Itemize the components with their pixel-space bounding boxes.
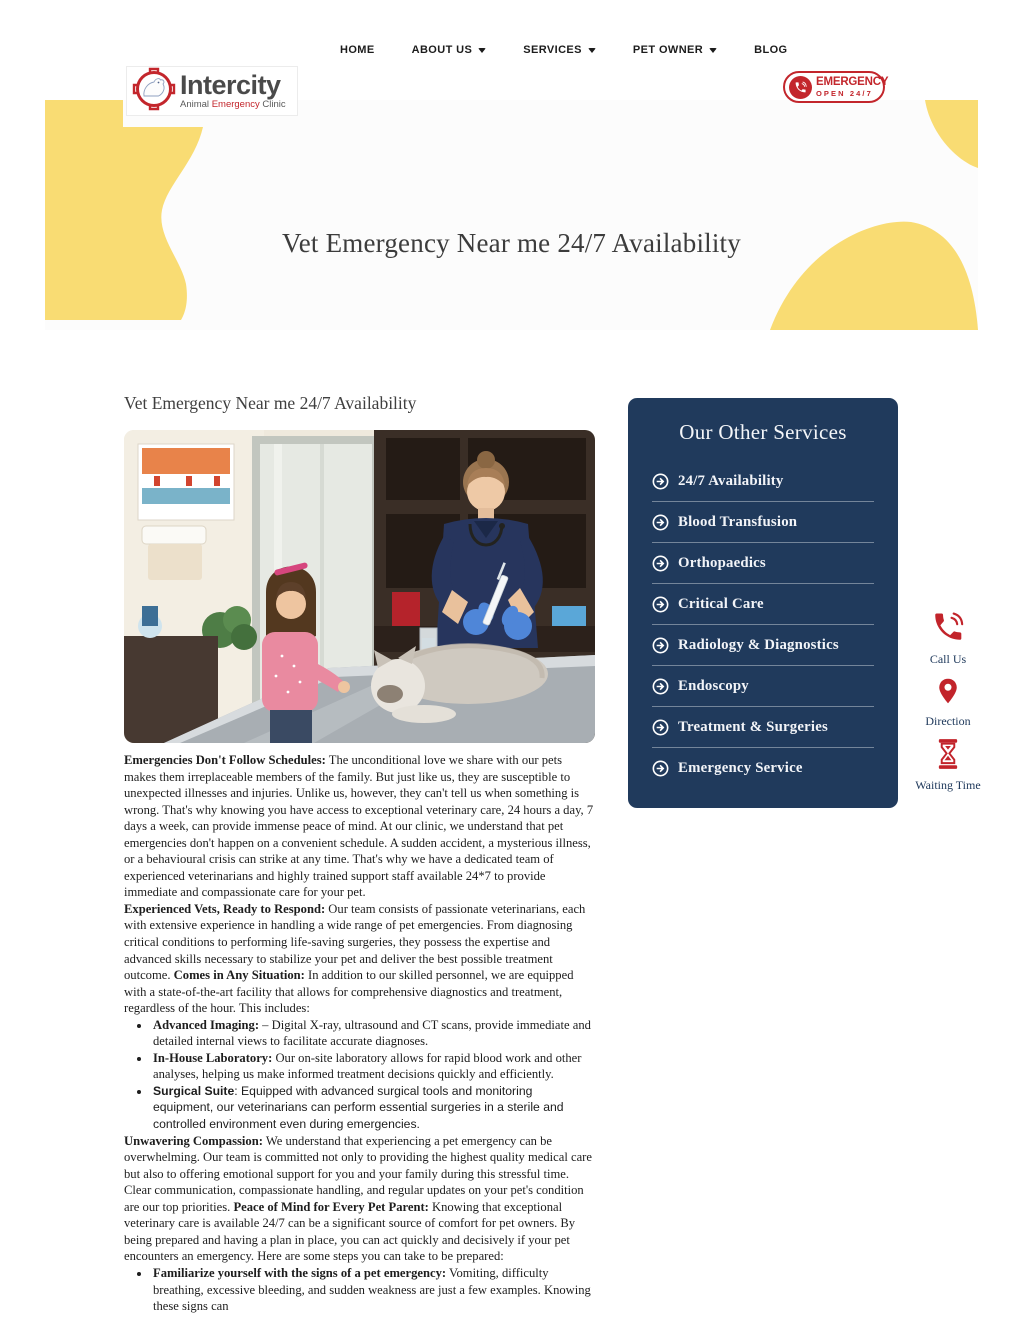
list-item: • Advanced Imaging: – Digital X-ray, ultrasound and CT scans, provide immediate and detailed internal views to facilitate accurate diagnoses. bbox=[151, 1017, 596, 1050]
nav-item-home[interactable]: HOME bbox=[340, 44, 375, 56]
service-link-emergency-service[interactable]: Emergency Service bbox=[652, 748, 874, 789]
hero-yellow-shapes bbox=[45, 100, 978, 330]
other-services-panel bbox=[628, 398, 898, 808]
badge-line1: EMERGENCY bbox=[816, 75, 889, 88]
hero-title: Vet Emergency Near me 24/7 Availability bbox=[282, 228, 741, 258]
logo-name: Intercity bbox=[180, 70, 281, 101]
arrow-circle-icon bbox=[652, 514, 669, 531]
quick-contact-bar bbox=[912, 610, 984, 802]
arrow-circle-icon bbox=[652, 678, 669, 695]
arrow-circle-icon bbox=[652, 473, 669, 490]
waiting-time-button[interactable] bbox=[912, 738, 984, 793]
vet-scene-illustration bbox=[124, 430, 595, 743]
facility-list bbox=[124, 1017, 596, 1133]
arrow-circle-icon bbox=[652, 637, 669, 654]
site-logo[interactable] bbox=[126, 66, 298, 116]
chevron-down-icon bbox=[709, 48, 717, 53]
article-body bbox=[124, 752, 596, 1315]
chevron-down-icon bbox=[478, 48, 486, 53]
arrow-circle-icon bbox=[652, 596, 669, 613]
nav-item-pet-owner[interactable]: PET OWNER bbox=[633, 44, 717, 56]
direction-button[interactable] bbox=[912, 676, 984, 729]
service-link-availability[interactable]: 24/7 Availability bbox=[652, 461, 874, 502]
service-link-orthopaedics[interactable]: Orthopaedics bbox=[652, 543, 874, 584]
service-link-radiology[interactable]: Radiology & Diagnostics bbox=[652, 625, 874, 666]
service-link-endoscopy[interactable]: Endoscopy bbox=[652, 666, 874, 707]
list-item: • Surgical Suite: Equipped with advanced surgical tools and monitoring equipment, our veterinarians can perform essential surgeries in a sterile and controlled environment even during emergencies. bbox=[151, 1083, 596, 1133]
service-link-critical-care[interactable]: Critical Care bbox=[652, 584, 874, 625]
emergency-phone-icon bbox=[789, 76, 812, 99]
direction-label: Direction bbox=[925, 714, 971, 728]
nav-item-about-us[interactable]: ABOUT US bbox=[412, 44, 487, 56]
service-link-treatment-surgeries[interactable]: Treatment & Surgeries bbox=[652, 707, 874, 748]
article-heading: Vet Emergency Near me 24/7 Availability bbox=[124, 393, 417, 413]
emergency-open-badge[interactable] bbox=[783, 71, 889, 103]
call-us-label: Call Us bbox=[929, 652, 967, 666]
paragraph-emergencies: Emergencies Don't Follow Schedules: The unconditional love we share with our pets makes them irreplaceable members of the family. But just like us, they are susceptible to unexpected illnesses and injuries. Unlike us, however, they can't tell us when something is wrong. That's why knowing you have access to exceptional veterinary care, 24 hours a day, 7 days a week, can provide immense peace of mind. At our clinic, we understand that pet emergencies don't happen on a convenient schedule. A sudden accident, a mysterious illness, or a behavioural crisis can strike at any time. That's why we have a dedicated team of experienced veterinarians and highly trained support staff available 24*7 to provide immediate and compassionate care for your pet. bbox=[124, 753, 594, 900]
nav-item-blog[interactable]: BLOG bbox=[754, 44, 788, 56]
phone-icon bbox=[931, 610, 965, 649]
badge-line2: OPEN 24/7 bbox=[816, 89, 873, 98]
prepared-list bbox=[124, 1265, 596, 1315]
arrow-circle-icon bbox=[652, 760, 669, 777]
arrow-circle-icon bbox=[652, 719, 669, 736]
hero-banner bbox=[45, 100, 978, 330]
main-nav bbox=[340, 0, 788, 100]
site-header bbox=[0, 0, 1024, 111]
service-link-blood-transfusion[interactable]: Blood Transfusion bbox=[652, 502, 874, 543]
sidebar-title: Our Other Services bbox=[679, 420, 847, 444]
paragraph-experienced-vets: Experienced Vets, Ready to Respond: Our team consists of passionate veterinarians, each with extensive experience in handling a wide range of pet emergencies. From diagnosing critical conditions to performing life-saving surgeries, they possess the expertise and advanced skills necessary to stabilize your pet and deliver the best possible treatment outcome. Comes in Any Situation: In addition to our skilled personnel, we are equipped with a state-of-the-art facility that allows for comprehensive diagnostics and treatment, regardless of the hour. This includes: bbox=[124, 901, 586, 1016]
chevron-down-icon bbox=[588, 48, 596, 53]
nav-item-services[interactable]: SERVICES bbox=[523, 44, 596, 56]
list-item: • In-House Laboratory: Our on-site laboratory allows for rapid blood work and other analyses, helping us make informed treatment decisions quickly and efficiently. bbox=[151, 1050, 596, 1083]
arrow-circle-icon bbox=[652, 555, 669, 572]
hourglass-icon bbox=[934, 738, 962, 775]
clinic-logo-icon bbox=[131, 66, 177, 117]
service-list bbox=[652, 461, 874, 789]
paragraph-compassion: Unwavering Compassion: We understand that experiencing a pet emergency can be overwhelming. Our team is committed not only to providing the highest quality medical care but also to offering emotional support for you and your family during this stressful time. Clear communication, compassionate handling, and regular updates on your pet's condition are our top priorities. Peace of Mind for Every Pet Parent: Knowing that exceptional veterinary care is available 24/7 can be a significant source of comfort for pet owners. By being prepared and having a plan in place, you can act quickly and decisively if your pet encounters an emergency. Here are some steps you can take to be prepared: bbox=[124, 1133, 592, 1264]
list-item: • Familiarize yourself with the signs of a pet emergency: Vomiting, difficulty breathing, excessive bleeding, and sudden weakness are just a few examples. Knowing these signs can bbox=[151, 1265, 596, 1315]
logo-tagline: Animal Emergency Clinic bbox=[180, 99, 286, 111]
call-us-button[interactable] bbox=[912, 610, 984, 667]
waiting-time-label: Waiting Time bbox=[915, 778, 981, 792]
map-pin-icon bbox=[934, 676, 962, 711]
clinic-photo bbox=[124, 430, 595, 743]
